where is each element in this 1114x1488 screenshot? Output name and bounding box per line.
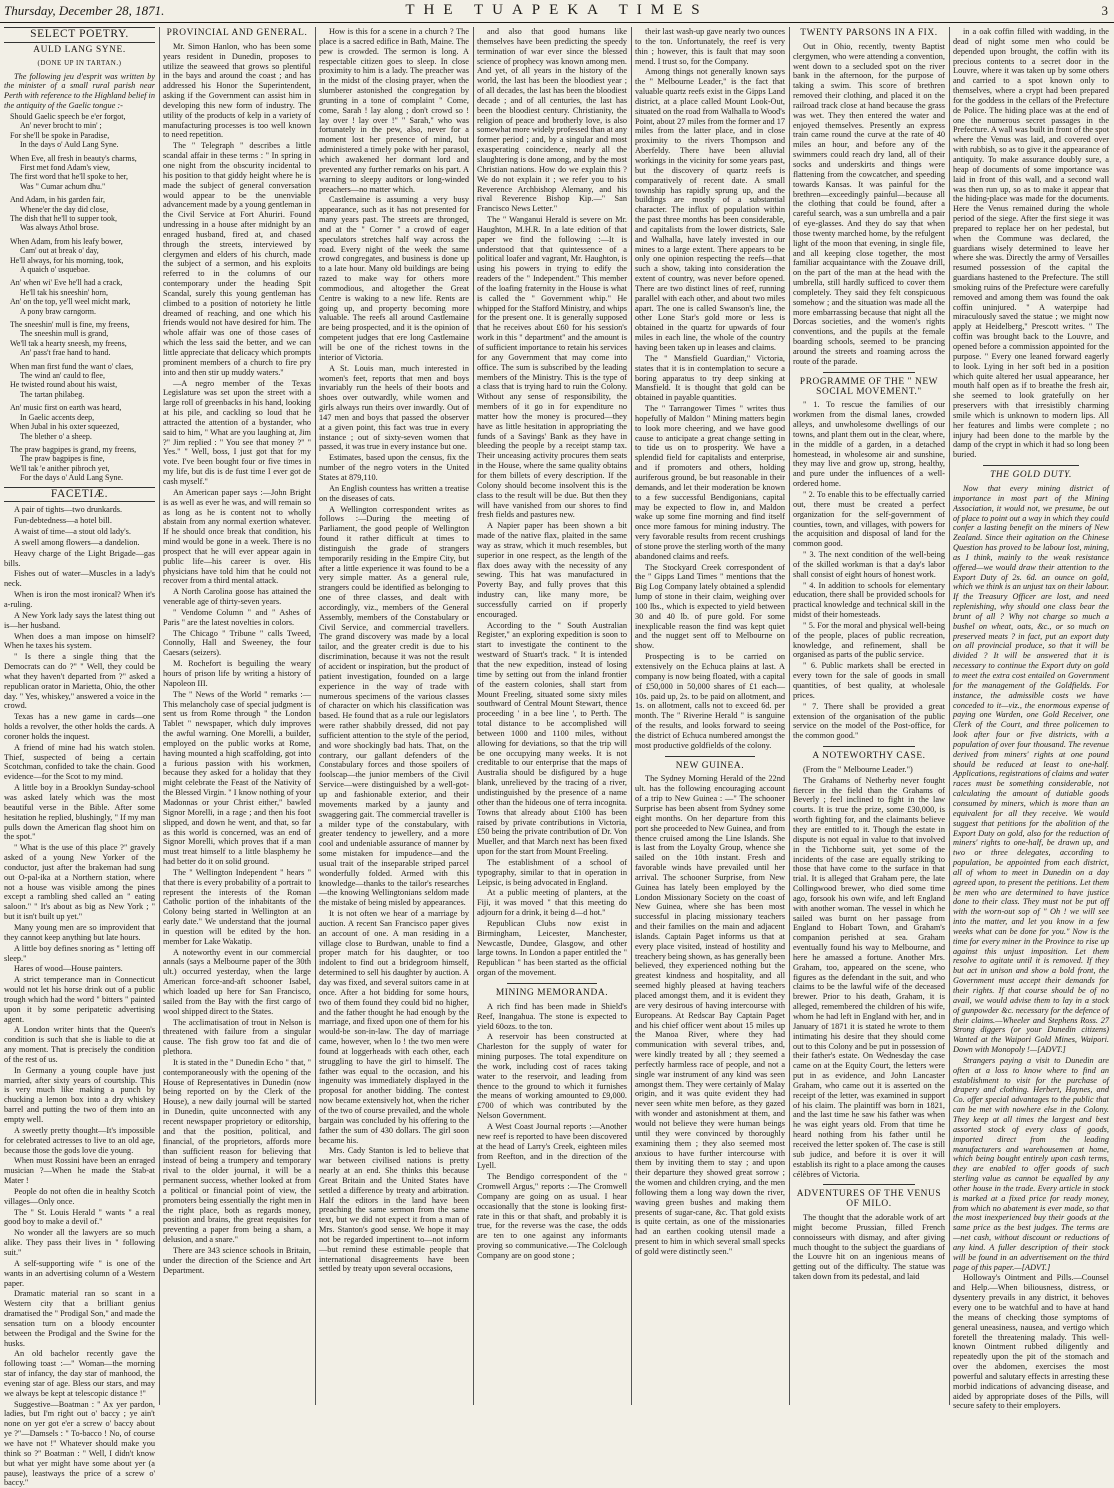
paragraph: The thought that the adorable work of art might become Prussian, filled French connoisseurs with dismay, and after giving much thought to the subject the guardians of the Louvre hit on an ingenious means of getting out of the difficulty. The statue was taken down from its pedestal, and laid	[793, 1213, 945, 1282]
masthead	[0, 0, 1114, 23]
paragraph: Among things not generally known says the " Melbourne Leader," is the fact that valuable quartz reefs exist in the Gipps Land district, at a place called Mount Look-Out, situated on the road from Walhalla to Wood's Point, about 27 miles from the former and 17 miles from the latter place, and in close proximity to the rivers Thompson and Aberfeldy. There have been alluvial workings in the vicinity for some years past, but the discovery of quartz reefs is comparatively of recent date. A small township has rapidly sprung up, and the buildings are mostly of a substantial character. The influx of population within the past three months has been considerable, and capitalists from the lower districts, Sale and Walhalla, have lately invested in our mines to a large extent. There appears to be only one opinion respecting the reefs—that such a show, taking into consideration the extent of country, was never before opened. There are two distinct lines of reef, running parallel with each other, and about two miles apart. The one is called Swanson's line, the other Lone Star's gold more or less is obtained in the quartz for upwards of four miles in each line, the whole of the country having been taken up in leases and claims.	[635, 67, 786, 352]
section-heading: SELECT POETRY.	[4, 27, 155, 43]
poem-line: An' pass't frae hand to hand.	[20, 348, 111, 358]
facetia-item: People do not often die in healthy Scotch villages—Only once.	[4, 1186, 155, 1206]
paragraph: Holloway's Ointment and Pills.—Counsel and Help.—When biliousness, distress, or dysentery prevails in any district, it behoves every one to be watchful and to have at hand the means of checking those symptoms of general uneasiness, nausea, and vertigo which foretell the threatening malady. This well-known Ointment rubbed diligently and repeatedly upon the pit of the stomach and over the abdomen, exercises the most powerful and salutary effects in arresting these morbid indications of advancing disease, and aided by appropriate doses of the Pills, will secure safety to their employers.	[953, 1273, 1109, 1411]
poem-stanza	[10, 278, 155, 316]
facetia-item: A little boy in a Brooklyn Sunday-school was asked lately which was the most beautiful verse in the Bible. After some hesitation he replied, blushingly, " If my man pulls down the American flag shoot him on the spot."	[4, 783, 155, 842]
paragraph: Mrs. Cady Stanton is led to believe that war between civilised nations is pretty nearly at an end. She thinks this because Great Britain and the United States have settled a difference by treaty and arbitration. Half the editors in the land have been preaching the same sermon from the same text, but we did not expect it from a man of Mrs. Stanton's good sense. We hope it may not be regarded impertinent to—not inform—but remind these estimable people that international disagreements have been settled by treaty upon several occasions,	[319, 1146, 469, 1274]
paragraph: " 1. To rescue the families of our workmen from the dismal lanes, crowded alleys, and unwholesome dwellings of our towns, and plant them out in the clear, where, in the middle of a garden, in a detached homestead, in wholesome air and sunshine, they may live and grow up, strong, healthy, and pure under the influences of a well-ordered home.	[793, 400, 945, 489]
facetia-item: A New York lady says the latest thing out is—her husband.	[4, 610, 155, 630]
paragraph: (From the " Melbourne Leader.")	[803, 764, 913, 774]
paragraph: A Napier paper has been shown a bit made of the native flax, plaited in the same way as straw, which it much resembles, but superior in one respect, as the length of the flax does away with the necessity of any sewing. This hat was manufactured in Poverty Bay, and fully proves that this industry can, like many more, be successfully carried on if properly encouraged.	[477, 521, 627, 619]
divider	[507, 983, 597, 984]
paragraph: The Chicago " Tribune " calls Tweed, Connolly, Hall and Sweeney, the four Caesars (seizers).	[163, 628, 311, 658]
poem-line: Whene'er the day did close,	[20, 204, 109, 214]
paragraph: The acclimatisation of trout in Nelson is threatened with failure from a singular cause. The fish grow too fat and die of plethora.	[163, 1017, 311, 1057]
column-rule	[159, 27, 160, 1405]
divider	[823, 372, 915, 373]
article-body	[793, 42, 945, 367]
paragraph: The " Wellington Independent " hears " that there is every probability of a portrait to represent the interests of the Roman Catholic portion of the inhabitants of the Colony being started in Wellington at an early date." We understand that the journal in question will be edited by the hon. member for Lake Wakatip.	[163, 867, 311, 946]
facetia-item: Suggestive—Boatman : " Ax yer pardon, ladies, but I'm right out o' baccy ; ye ain't none on yer got e'er a screw o' baccy about ye ?"—Damsels : " To-bacco ! No, of course we have not !" Whatever should make you think so ?" Boatman : " Well, I didn't know but what yer might have some about yer (a pause), leastways the price of a screw o' baccy."	[4, 1399, 155, 1488]
column-1	[4, 27, 156, 1488]
paragraph: " 2. To enable this to be effectually carried out, there must be created a perfect organization for the self-government of counties, town, and villages, with powers for the acquisition and disposal of land for the common good.	[793, 489, 945, 549]
poem-line: For she'll be spoke in Paradise,	[10, 130, 110, 140]
poem-line: First met fond Adam's view,	[20, 162, 111, 172]
poem-line: In the days o' Auld Lang Syne.	[20, 140, 119, 150]
article-body	[477, 27, 627, 978]
poem-line: A pony braw carngorm.	[20, 306, 96, 316]
page-number: 3	[1101, 3, 1108, 18]
paragraph: A Wellington correspondent writes as follows :—During the meeting of Parliament, the good people of Wellington found it rather difficult at times to distinguish the grade of strangers temporarily residing in the Empire City, but after a little experience it was found to be a very simple matter. As a general rule, strangers could be identified as belonging to one of three classes, and dealt with accordingly, viz., members of the General Assembly, members of the Constabulary or Civil Service, and commercial travellers. The grand discovery was made by a local tailor, and the greater credit is due to his discrimination, because it was not the result of accident or inspiration, but the product of patient investigation, founded on a large experience in the way of trade with numerous specimens of the various classes of character on which his classification was based. He found that as a rule our legislators were rather shabbily dressed, did not pay sufficient attention to the style of the period, and wore shockingly bad hats. That, on the contrary, our gallant defenders of the Constabulary forces and those spoilers of foolscap—the junior members of the Civil Service—were distinguished by a well-got-up and fashionable exterior, and their movements marked by a jaunty and swaggering gait. The commercial traveller is a milder type of the constabulary, with greater tendency to jewellery, and a more cool and undeniable assurance of manner by some mistaken for impudence—and the usual trait of the inseparable striped parcel wonderfully folded. Armed with this knowledge—thanks to the tailor's researches—the knowing Wellingtonians seldom made the mistake of being misled by appearances.	[319, 504, 469, 908]
facetia-item: A London writer hints that the Queen's condition is such that she is liable to die at any moment. That is precisely the condition of the rest of us.	[4, 1025, 155, 1064]
paragraph: The " Mansfield Guardian," Victoria, states that it is in contemplation to secure a boring apparatus to try deep sinking at Mansfield. It is thought that gold can be obtained in payable quantities.	[635, 353, 785, 403]
poem-line: When Jubal in his oxter squeezed,	[10, 422, 120, 432]
poem-line: An' never brocht to min' ;	[20, 121, 102, 131]
section-heading: ADVENTURES OF THE VENUS OF MILO.	[796, 1189, 942, 1210]
poem-title: AULD LANG SYNE.	[33, 44, 126, 55]
newspaper-title: THE TUAPEKA TIMES	[405, 2, 709, 18]
paragraph: Mr. Simon Hanlon, who has been some years resident in Dunedin, proposes to utilize the seaweed that grows so plentiful in the bays and around the coast ; and has addressed his Honor the Superintendent, asking if the Government can assist him in developing this new form of industry. The utility of the products of kelp in a variety of manufacturing processes is too well known to need repetition.	[163, 41, 311, 140]
facetia-item: Many young men are so improvident that they cannot keep anything but late hours.	[4, 922, 155, 942]
poem-line: In Gaelic accents deep,	[20, 412, 95, 422]
section-heading: PROGRAMME OF THE " NEW SOCIAL MOVEMENT."	[799, 376, 939, 397]
facetia-item: A little boy defines snoring as " letting off sleep."	[4, 943, 155, 963]
divider	[983, 465, 1079, 466]
article-body	[635, 27, 785, 751]
column-6	[793, 27, 945, 1405]
facetia-item: A friend of mine had his watch stolen. Thief, suspected of being a certain Scotchman, confided to take the chain. Good evidence—for the Scot to my mind.	[4, 742, 155, 782]
section-heading: FACETIÆ.	[4, 487, 155, 503]
issue-date: Thursday, December 28, 1871.	[4, 3, 165, 18]
section-heading: A NOTEWORTHY CASE.	[812, 751, 926, 762]
poem-stanza	[10, 154, 155, 192]
paragraph: A St. Louis man, much interested in women's feet, reports that men and boys invariably run the heels of their boots and shoes over outwardly, while women and girls always run theirs over inwardly. Out of 147 men and boys that passed the observer at a given point, this fact was true in every instance ; out of sixty-seven women that passed, it was true in every instance but one.	[319, 363, 469, 452]
poem-line: And Adam, in his garden fair,	[10, 195, 105, 205]
poem-line: The praw bagpipes is grand, my freens,	[10, 444, 137, 454]
poem-line: The praw bagpipes is fine,	[20, 454, 105, 464]
paragraph: At a public meeting of planters, at the Fiji, it was moved " that this meeting do adjourn for a drink, it being d—d hot."	[477, 888, 627, 918]
section-heading: TWENTY PARSONS IN A FIX.	[800, 28, 938, 38]
paragraph: The Bendigo correspondent of the " Cromwell Argus," reports :—The Cromwell Company are going on as usual. I hear occasionally that the stone is looking first-rate in this or that shaft, and probably it is true, for the reverse was the case, the odds are ten to one against any informants proving so communicative.—The Colclough Company are on good stone ;	[477, 1172, 627, 1260]
facetia-item: " Is there a single thing that the Democrats can do ?" " Well, they could be what they haven't departed from ?" asked a republican orator in Marietta, Ohio, the other day. " Yes, whiskey," answered a voice in the crowd.	[4, 652, 155, 711]
poem-stanza	[10, 445, 155, 483]
poem-line: The dish that he'll to supper took,	[10, 213, 117, 223]
column-rule	[631, 27, 632, 1405]
column-rule	[949, 27, 950, 1405]
paragraph: Out in Ohio, recently, twenty Baptist clergymen, who were attending a convention, went down to a secluded spot on the river bank in the afternoon, for the purpose of taking a swim. This score of brethren removed their clothing, and placed it on the railroad track close at hand because the grass was wet. They then entered the water and enjoyed themselves. Presently an express train came round the curve at the rate of 40 miles an hour, and before any of the swimmers could reach dry land, all of their socks and underskirts and things were flattening from the cowcatcher, and speeding towards Kansas. It was painful for the brethren—exceedingly painful—because all the clothing that could be found, after a careful search, was a sun umbrella and a pair of eye-glasses. And they do say that when those twenty marched home, by the refulgent light of the moon that evening, in single file, and all keeping close together, the most familiar acquaintance with the Zouave drill, on the part of the man at the head with the umbrella, still hardly sufficed to cover them completely. They said they felt conspicuous somehow ; and the situation was made all the more embarrassing because that night all the Dorcas societies, and the women's rights conventions, and the pupils at the female boarding schools, seemed to be prancing around the streets and roaming across the route of the parade.	[793, 41, 945, 366]
poem-line: An' on the top, ye'll weel micht mark,	[10, 297, 131, 307]
facetia-item: A sweetly pretty thought—It's impossible for celebrated actresses to live to an old age, because those the gods love die young.	[4, 1125, 155, 1155]
poem-line: An' music first on earth was heard,	[10, 403, 122, 413]
article-body	[635, 774, 785, 1256]
article-body	[953, 27, 1109, 460]
facetia-item: No wonder all the lawyers are so much alike. They pass their lives in " following suit."	[4, 1228, 155, 1257]
paragraph: —A negro member of the Texas Legislature was set upon the street with a large roll of greenbacks in his hand, looking at his pile, and cackling so loud that he attracted the attention of a bystander, who said to him, " What are you laughing at, Jim ?" Jim replied : " You see that money ?" " Yes." " Well, boss, I just got that for my vote. I've been bought four or five times in my life, but dis is de fust time I ever got de cash myself."	[163, 378, 311, 486]
divider	[823, 1184, 915, 1185]
column-4	[477, 27, 627, 1405]
section-heading: THE GOLD DUTY.	[990, 470, 1072, 481]
poem-stanza	[10, 362, 155, 400]
facetia-item: Hares of wood—House painters.	[14, 964, 123, 974]
poem-line: The sneeshin' mull is fine, my freens,	[10, 320, 130, 330]
facetia-item: In Germany a young couple have just married, after sixty years of courtship. This is very much like making a punch by chucking a lemon box into a dry whiskey barrel and putting the two of them into an empty well.	[4, 1065, 155, 1124]
article-body	[319, 27, 469, 1274]
paragraph: " 6. Public markets shall be erected in every town for the sale of goods in small quantities, of best quality, at wholesale prices.	[793, 661, 945, 700]
paragraph: The " Tarrangower Times " writes thus hopefully of Maldon " Mining matters begin to look more cheering, and we have good cause to anticipate a great change setting in to tide us on to prosperity. We have a splendid field for capitalists and enterprise, and if promoters and others, holding auriferous ground, be but reasonable in their demands, and let their moderation be known to a few successful Bendigonians, capital may be expected to flow in, and Maldon wake up some fine morning and find itself once more famous for mining industry. The very favorable results from recent crushings of stone prove the sterling worth of the many abandoned claims and reefs.	[635, 404, 785, 561]
poem-stanza	[10, 112, 155, 150]
poem-line: The wind an' cauld to flee,	[20, 371, 105, 381]
poem-line: We'll tak 'e anither pibroch yet,	[10, 463, 110, 473]
poem-line: When Adam, from his leafy bower,	[10, 236, 123, 246]
facetia-item: Dramatic material ran so scant in a Western city that a brilliant genius dramatised the " Prodigal Son," and made the sensation turn on a bloody encounter between the Prodigal and the Swine for the husks.	[4, 1289, 156, 1348]
poem-line: For the days o' Auld Lang Syne.	[20, 473, 123, 483]
paragraph: An English countess has written a treatise on the diseases of cats.	[319, 483, 469, 503]
facetia-item: A waist of time—a stout old lady's.	[14, 527, 131, 537]
paragraph: " 3. The next condition of the well-being of the skilled workman is that a day's labor shall consist of eight hours of honest work.	[793, 550, 945, 579]
paragraph: and also that good humans like themselves have been predicting the speedy termination of war ever since the blessed science of prophecy was known among men. And yet, of all years in the history of the world, the last has been the bloodiest year ; of all decades, the last has been the bloodiest decade ; and of all centuries, the last has been the bloodiest century. Christianity, the religion of peace and brotherly love, is also somewhat more widely professed than at any former period ; and, by a singular and most exasperating coincidence, nearly all the slaughtering is done among, and by the most Christian nations. How do we explain this ? We do not explain it ; we refer you to his Reverence Archbishop Alemany, and his rival Reverence Bishop Kip.—" San Francisco News Letter."	[477, 27, 627, 214]
poem-line: He'll always, for his morning, took,	[10, 255, 124, 265]
poem-line: Cam' out at break o' day,	[20, 246, 99, 256]
poem-line: Was always Athol brose.	[20, 223, 99, 233]
paragraph: Republican Clubs now exist in Birmingham, Leicester, Manchester, Newcastle, Dundee, Glasgow, and other large towns. In London a paper entitled the " Republican " has been started as the official organ of the movement.	[477, 918, 627, 978]
paragraph: " 7. There shall be provided a great extension of the organisation of the public service on the model of the Post-office, for the common good."	[793, 701, 945, 741]
column-5	[635, 27, 785, 1405]
column-rule	[789, 27, 790, 1405]
poem-line: The tartan philabeg.	[20, 389, 85, 399]
paragraph: There are 343 science schools in Britain, under the direction of the Science and Art Department.	[163, 1245, 311, 1275]
facetia-item: An old bachelor recently gave the following toast :—" Woman—the morning star of infancy, the day star of manhood, the evening star of age. Bless our stars, and may we always be kept at telescopic distance !"	[4, 1349, 155, 1398]
facetia-item: Fun-debtedness—a hotel bill.	[14, 516, 112, 526]
facetia-item: Fishes out of water—Muscles in a lady's neck.	[4, 569, 155, 589]
paragraph: How is this for a scene in a church ? The place is a sacred edifice in Bath, Maine. The pew is crowded. The sermon is long. A respectable citizen goes to sleep. In close proximity to him is a lady. The preacher was in the midst of the closing prayer, when the slumberer astonished the congregation by grunting in a tone of complaint " Come, come, Sarah ! lay along ; don't crowd so ! lay over ! lay over !" " Sarah," who was fortunately in the pew, also, never for a moment lost her presence of mind, but administered a timely poke with her parasol, which awakened her dormant lord and prevented any further remarks on his part. A warning to sleepy auditors or long-winded preachers—no matter which.	[319, 27, 469, 194]
poem-stanza	[10, 403, 155, 441]
paragraph: Estimates, based upon the census, fix the number of the negro voters in the United States at 879,110.	[319, 453, 469, 482]
paragraph: their last wash-up gave nearly two ounces to the ton. Unfortunately, the reef is very thin ; however, this is fault that may soon mend. I trust so, for the Company.	[635, 27, 785, 66]
article-body	[793, 1213, 945, 1282]
facetia-item: When is iron the most ironical? When it's a-ruling.	[4, 590, 155, 609]
facetia-item: Heavy charge of the Light Brigade—gas bills.	[4, 548, 155, 568]
paragraph: " 5. For the moral and physical well-being of the people, places of public recreation, knowledge, and refinement, shall be organised as parts of the public service.	[793, 620, 945, 660]
article-body	[163, 42, 311, 1276]
poem-line: Should Gaelic speech be e'er forgot,	[10, 111, 126, 121]
paragraph: It is stated in the " Dunedin Echo " that, " contemporaneously with the opening of the House of Representatives in Dunedin (now being reported on by the Clerk of the House), a new daily journal will be started in Dunedin, quite unconnected with any recent newspaper proprietory or editorship, and that the position, political, and financial, of the proprietors, affords more than sufficient reason for believing that instead of being a trumpery and temporary rival to the older journal, it will be a permanent success, whether looked at from a political or financial point of view, the promoters being essentially the right men in the right place, both as regards money, position and brains, the great requisites for preventing a paper from being a sham, a delusion, and a snare."	[163, 1057, 311, 1245]
poem-stanza	[10, 320, 155, 358]
facetia-item: A strict temperance man in Connecticut would not let his horse drink out of a public trough which had the word " bitters " painted upon it by some peripatetic advertising agent.	[4, 975, 155, 1024]
paragraph: The " News of the World " remarks :—This melancholy case of special judgment is sent us from Rome through " the London Tablet " newspaper, which duly improves the awful warning. One Morelli, a builder, employed on the public works at Rome, having mounted a high scaffolding, got into a furious passion with his workmen, because they asked for a holiday that they might celebrate the Feast of the Nativity of the Blessed Virgin. " I know nothing of your Madonnas or your Christ either," bawled Signor Morelli, in a rage ; and then his foot slipped, and down he went, and that, so far as this world is concerned, was an end of Signor Morelli, which proves that if a man must treat himself to a little blasphemy he had better do it on solid ground.	[163, 689, 311, 867]
paragraph: It is not often we hear of a marriage by auction. A recent San Francisco paper gives an account of one. A man residing in a village close to Burdwan, unable to find a proper match for his daughter, or too indolent to find out a bridegroom himself, determined to sell his daughter by auction. A day was fixed, and several suitors came in at once. After a hot bidding for some hours, two of them found they could bid no higher, and the father thought he had enough by the marriage, and fixed upon one of them for his would-be son-in-law. The day of marriage came, however, when lo ! the two men were found at loggerheads with each other, each struggling to have the girl to himself. The father was equal to the occasion, and his ingenuity was immediately displayed in the proposal for another bidding. The contest now became extensively hot, when the richer of the two of course prevailed, and the whole bargain was concluded by his offering to the father the sum of 430 dollars. The girl soon became his.	[319, 909, 469, 1145]
paragraph: A West Coast Journal reports :—Another new reef is reported to have been discovered at the head of Larry's Creek, eighteen miles from Reefton, and in the direction of the Lyell.	[477, 1121, 627, 1171]
article-body	[793, 765, 945, 1179]
poem-line: Was " Cumar achum dhu."	[20, 181, 106, 191]
section-heading: PROVINCIAL AND GENERAL.	[166, 28, 308, 38]
paragraph: A reservoir has been constructed at Charleston for the supply of water for mining purposes. The total expenditure on the work, including cost of races taking water to the reservoir, and leading from thence to the ground to which it furnishes the means of working amounted to £9,000. £700 of which was contributed by the Nelson Government.	[477, 1032, 627, 1121]
paragraph: The " Telegraph " describes a little scandal affair in these terms : " In spring in one night from the obscurity incidental to his position to that giddy height where he is made the subject of general conversation would appear to be the unenviable advancement made by a young gentleman in the Civil Service at Fort Ahuriri. Found undressing in a house after midnight by an enraged husband, fired at, and chased through the streets, interviewed by clergymen and elders of his church, made the subject of a sermon, and his exploits referred to in the columns of our contemporary under the heading Spit Scandal, surely this young gentleman has climbed to a position of notoriety he little dreamed of reaching, and one which his friends would not have desired for him. The whole affair was one of those cases of which the less said the better, and we can little appreciate that delicacy which prompts prominent members of a church to fire pry into and then stir up muddy waters."	[163, 141, 311, 377]
column-rule	[315, 27, 316, 1405]
poem-line: He'll tak his sneeshin' horn,	[20, 287, 108, 297]
paragraph: M. Rochefort is beguiling the weary hours of prison life by writing a history of Napoleon III.	[163, 659, 311, 688]
article-body	[953, 484, 1109, 1273]
poem-subtitle: (DONE UP IN TARTAN.)	[37, 58, 122, 67]
column-rule	[473, 27, 474, 1405]
poem-stanza	[10, 195, 155, 233]
paragraph: The Grahams of Netherby never fought fiercer in the field than the Grahams of Beverly ; feel inclined to fight in the law courts. It is true the prize, some £30,000, is worth fighting for, and the claimants believe they are entitled to it. Though the estate in dispute is not equal in value to that involved in the Tichborne suit, yet some of the incidents of the case are equally striking to those that have come to the surface in that trial. It is alleged that Graham pere, the late Collingwood brewer, who died some time ago, forsook his own wife, and left England with another woman. The vessel in which he sailed was burnt on her passage from England to Hobart Town, and Graham's companion perished at sea. Graham eventually found his way to Melbourne, and here he amassed a fortune. Another Mrs. Graham, too, appeared on the scene, who figures as the defendant in the suit, and who claims to be the lawful wife of the deceased brewer. Prior to his death, Graham, it is alleged, remembered the children of his wife, whom he had left in England with her, and in January of 1871 it is stated he wrote to them intimating his desire that they should come out to this Colony and be put in possession of their father's estate. On Wednesday the case came on at the Equity Court, the letters were put in as evidence, and John Lancaster Graham, who came out it is asserted on the receipt of the letter, was examined in support of his claim. The plaintiff was born in 1821, and the last time he saw his father was when he was eight years old. From that time he heard nothing from his father until he received the letter spoken of. The case is still sub judice, and before it is over it will establish its right to a place among the causes célèbres of Victoria.	[793, 775, 945, 1179]
poem-line: When man first fund the want o' claes,	[10, 361, 134, 371]
paragraph: Castlemaine is assuming a very busy appearance, such as it has not presented for many years past. The streets are thronged, and at the " Corner " a crowd of eager speculators stretches half way across the road. Every night of the week the same crowd congregates, and business is done up to a late hour. Many old buildings are being razed to make way for others more commodious, and altogether the Great Centre is waking to a new life. Rents are going up, and property becoming more valuable. The reefs all around Castlemaine are being prospected, and it is the opinion of competent judges that ere long Castlemaine will be one of the richest towns in the interior of Victoria.	[319, 195, 469, 362]
poem-line: He twisted round about his waist,	[10, 380, 118, 390]
paragraph: A rich find has been made in Shield's Reef, Inangahua. The stone is expected to yield 60ozs. to the ton.	[477, 1001, 627, 1031]
section-heading: NEW GUINEA.	[675, 760, 745, 771]
paragraph: Now that every mining district of importance in most part of the Mining Association, it would not, we presume, be out of place to point out a way in which they could confer a lasting benefit on the miners of New Zealand. Since their agitation on the Chinese Question has proved to be labour lost, mining, as I think, mainly to the weak resistance offered—we would draw their attention to the Export Duty of 2s. 6d. an ounce on gold, which we think is an unjust tax on their labour. If the Treasury Officer are lost, and need replenishing, why should one class bear the brunt of all ? Why not charge so much a bushel on wheat, oats, &c., or so much on preserved meats ? in fact, put an export duty on all provincial produce, so that it will be divided ? It will be answered that it is necessary to continue the Export duty on gold to meet the extra cost entailed on Government for the management of the Goldfields. For instance, the admissible costs we have conceded to it—viz., the enormous expense of paying one Warden, one Gold Receiver, one Clerk of the Court, and three policemen to look after four or five districts, with a population of over four thousand. The revenue derived from miners' rights at one pound should be reduced at least to one-half. Applications, registrations of claims and water races must be something considerable, not calculating the amount of dutiable goods consumed by miners, which is more than an equivalent for all they receive. We would suggest that petitions for the abolition of the Export Duty on gold, also for the reduction of miners' rights to one-half, be drawn up, and two or three delegates, according to population, be appointed from each district, all of whom to meet in Dunedin on a day agreed upon, to present the petitions. Let them be men who are determined to have justice done to their class. They must not be put off with the worn-out sop of " Oh ! we will see into the matter, and let you know in a few weeks what can be done for you." Now is the time for every miner in the Province to rise up against this unjust imposition. Let them resolve to agitate until it is removed. If they but act in unison and show a bold front, the Government must accept their demands for their rights. If that course should be of no avail, we would advise them to lay in a stock of gunpowder &c. necessary for the defence of their claims.—Wheeler and Stephens Ross. 27 Strong diggers (or your Dunedin citizens) Wanted at the Waipori Gold Mines, Waipori. Down with Monopoly !—[ADVT.]	[953, 483, 1109, 1055]
paragraph: The Stockyard Creek correspondent of the " Gipps Land Times " mentions that the Big Log Company lately obtained a splendid lump of stone in their claim, weighing over 100 lbs., which is expected to yield between 30 and 40 lb. of pure gold. For some inexplicable reason the find was kept quiet and the nugget sent off to Melbourne on show.	[635, 562, 785, 651]
poem-line: The sneeshin mull is grand,	[20, 329, 109, 339]
article-body	[793, 400, 945, 741]
paragraph: in a oak coffin filled with wadding, in the dead of night some men who could be depended upon brought, the coffin with its precious contents to a secret door in the Louvre, where it was taken up by some others and carried to a spot known only to themselves, where a crypt had been prepared for the goddess in the cellars of the Prefecture de Police. The hiding place was at the end of one the numerous secret passages in the Prefecture. A wall was built in front of the spot where the Venus was laid, and covered over with rubbish, so as to give it the appearance of antiquity. To make assurance doubly sure, a heap of documents of some importance was laid in front of this wall, and a second wall was then run up, so as to make it appear that the hiding-place was made for the documents. Here the Venus remained during the whole period of the siege. After the first siege it was prepared to replace her on her pedestal, but when the Commune was declared, the guardians wisely determined to leave her where she was. Directly the army of Versailles resumed possession of the capital the guardians hastened to the Prefecture. The still smoking ruins of the Prefecture were carefully removed and among them was found the oak coffin uninjured. " A waterpipe had miraculously saved the statue ; we might now apply at Heidelberg," Prescott writes. " The coffin was brought back to the Louvre, and opened before a commission appointed for the purpose. " Every one leaned forward eagerly to look. Lying in her soft bed in a position which quite altered her usual appearance, her mouth half open as if to breathe the fresh air, she seemed to look gratefully on her preservers with that irresistibly charming smile which is unknown to modern lips. All her features and limbs were complete ; no injury had been done to the marble by the damp of the crypt in which it had so long been buried.	[953, 27, 1109, 460]
paragraph: The " Wanganui Herald is severe on Mr. Haughton, M.H.R. In a late edition of that paper we find the following :—It is understood that that quintessence of a political loafer and vagrant, Mr. Haughton, is using his powers in trying to edify the readers of the " Independent." This member of the loafing fraternity in the House is what is called the " Government whip." He whipped for the Stafford Ministry, and whips for the present one. It is generally supposed that he receives about £60 for his session's work in this " department" and the amount is of sufficient importance to retain his services for any Government that may come into office. The sum is subscribed by the leading members of the Ministry. This is the type of a class that is trying hard to ruin the Colony. Without any sense of responsibility, the members of it go in for expenditure no matter how the money is procured—they have as little hesitation in appropriating the funds of a Savings' Bank as they have in bleeding the people by a receipt stamp tax. Their unceasing activity procures them seats in the House, where the same quality obtains for them billets of every description. If the Colony should become insolvent this is the class to the result will be due. But then they will have vanished from our shores to find fresh fields and pastures new.	[477, 215, 627, 520]
section-heading: MINING MEMORANDA.	[495, 988, 609, 998]
divider	[665, 756, 755, 757]
paragraph: Prospecting is to be carried on extensively on the Echuca plains at last. A company is now being floated, with a capital of £50,000 in 50,000 shares of £1 each—10s. paid up, 2s. to be paid on allotment, and 1s. on allotment, calls not to exceed 6d. per month. The " Riverine Herald " is sanguine of the results, and looks forward to seeing the district of Echuca numbered amongst the most productive goldfields of the colony.	[635, 652, 785, 750]
poem-line: A quaich o' usquebae.	[20, 265, 90, 274]
facetia-item: When does a man impose on himself? When he taxes his system.	[4, 631, 155, 651]
paragraph: A noteworthy event in our commercial annals (says a Melbourne paper of the 30th ult.) occurred yesterday, when the large American force-and-aft schooner Isabel, which loaded up here for San Francisco, sailed from the Bay with the first cargo of wool shipped direct to the States.	[163, 947, 311, 1016]
facetia-item: When must Rossini have been an enraged musician ?—When he made the Stab-at Mater !	[4, 1156, 155, 1186]
facetia-item: A swell among flowers—a dandelion.	[14, 537, 140, 547]
paragraph: According to the " South Australian Register," an exploring expedition is soon to start to investigate the continent to the westward of Stuart's track. " It is intended that the new expedition, instead of losing time by setting out from the inland frontier of the eastern colonies, shall start from Mount Freeling, situated some sixty miles southward of Central Mount Stewart, thence proceeding ' in a bee line ', to Perth. The total distance to be accomplished will between 1000 and 1100 miles, without allowing for deviations, so that the trip will be one occupying many weeks. It is not creditable to our enterprise that the maps of Australia should be disfigured by a huge blank, unrelieved by the tracing of a river, undistinguished by the presence of a name other than the hideous one of terra incognita. Towns that already about £100 has been raised by private contributions in Victoria, £50 being the private contribution of Dr. Von Mueller, and that March next has been fixed upon for the start from Mount Freeling.	[477, 620, 627, 857]
poem-line: The first word that he'll spoke to her,	[10, 172, 128, 182]
paragraph: " 4. In addition to schools for elementary education, there shall be provided schools for practical knowledge and technical skill in the midst of their homesteads.	[793, 580, 945, 620]
paragraph: An American paper says :—John Bright is as well as ever he was, and will remain so as long as he is content not to wholly abstain from any normal exertion whatever. If he should once break that condition, his mind would be gone in a week. There is no prospect that he will ever appear again in public life—his career is over. His physicians have told him that he could not recover from a third mental attack.	[163, 487, 311, 586]
poem-line: When Eve, all fresh in beauty's charms,	[10, 153, 137, 163]
paragraph: " Vendome Column " and " Ashes of Paris " are the latest novelties in colors.	[163, 607, 311, 627]
paragraph: The Sydney Morning Herald of the 22nd ult. has the following encouraging account of a trip to New Guinea : —" The schooner Surprise has been absent from Sydney some eight months. On her departure from this port she proceeded to New Guinea, and from thence cruised among the Line Islands. She is last from the Loyalty Group, whence she sailed on the 10th instant. Fresh and favorable winds have prevailed until her arrival. The schooner Surprise, from New Guinea has lately been employed by the London Missionary Society on the coast of New Guinea, where she has been most successful in placing missionary teachers and their families on the main and adjacent islands. Captain Paget informs us that at every place visited, instead of hostility and treachery being shown, as has generally been believed, they experienced nothing but the greatest kindness and hospitality, and all seemed highly pleased at having teachers placed amongst them, and it is evident they are very desirous of having intercourse with Europeans. At Redscar Bay Captain Paget and his chief officer went about 15 miles up the Manoa River, where they had communication with several tribes, and, were kindly treated by all ; they seemed a perfectly harmless race of people, and not a single war instrument of any kind was seen amongst them. They were certainly of Malay origin, and it was quite evident they had never seen white men before, as they gazed with wonder and astonishment at them, and would not believe they were human beings until they were convinced by thoroughly examining them ; they also seemed most anxious to have further intercourse with them by inviting them to stay ; and upon their departure they showed great sorrow ; the women and children crying, and the men following them a long way down the river, waving green bushes and making them presents of sugar-cane, &c. That gold exists is quite certain, as one of the missionaries had an earthen cooking utensil made a present to him in which several small specks of gold were distinctly seen."	[635, 774, 785, 1256]
article-body	[477, 1002, 627, 1261]
poem-line: We'll tak a hearty sneesh, my freens,	[10, 338, 127, 348]
poem-intro: The following jeu d'esprit was written by the minister of a small rural parish near Perth with reference to the Highland belief in the antiquity of the Gaelic tongue :-	[4, 71, 155, 111]
facetia-item: A self-supporting wife " is one of the wants in an advertising column of a Western paper.	[4, 1258, 155, 1288]
facetia-item: " What is the use of this place ?" gravely asked of a young New Yorker of the conductor, just after the brakeman had sung out O-pal-ika at a Northern station, where not a house was visible among the pines except a rambling shed called an " eating saloon." " It's about as big as New York ; " but it isn't built up yet."	[4, 843, 155, 922]
column-2	[163, 27, 311, 1405]
facetiae-list	[4, 505, 155, 1488]
poem-stanza	[10, 237, 155, 275]
facetia-item: The " St. Louis Herald " wants " a real good boy to make a devil of."	[4, 1207, 155, 1227]
paragraph: The establishment of a school of typography, similar to that in operation in Leipsic, is being advocated in England.	[477, 857, 627, 887]
poem-line: The blether o' a sheep.	[20, 431, 92, 441]
paragraph: A North Carolina goose has attained the venerable age of thirty-seven years.	[163, 587, 311, 607]
poem-line: An' when wi' Eve he'll had a crack,	[10, 278, 123, 288]
column-3	[319, 27, 469, 1405]
article-body	[953, 1273, 1109, 1411]
facetia-item: A pair of tights—two drunkards.	[14, 505, 123, 515]
paragraph: Strangers paying a visit to Dunedin are often at a loss to know where to find an establishment to visit for the purchase of drapery and clothing. Herbert, Haynes, and Co. offer special advantages to the public that can be met with nowhere else in the Colony. They keep at all times the largest and best assorted stock of every class of goods, imported direct from the leading manufacturers and warehousemen at home, which being bought entirely upon cash terms, they are enabled to offer goods of such sterling value as cannot be equalled by any other house in the trade. Every article in stock is marked at a fixed price for ready money, from which no abatement is ever made, so that the most inexperienced buy their goods at the same price as the best judges. The terms are —net cash, without discount or reductions of any kind. A fuller description of their stock will be found in an advertisement on the third page of this paper.—[ADVT.]	[953, 1055, 1109, 1272]
poem-stanzas	[4, 112, 155, 483]
divider	[823, 746, 915, 747]
facetia-item: Texas has a new game in cards—one holds a revolver, the other holds the cards. A coroner holds the inquest.	[4, 712, 155, 741]
column-7	[953, 27, 1109, 1411]
